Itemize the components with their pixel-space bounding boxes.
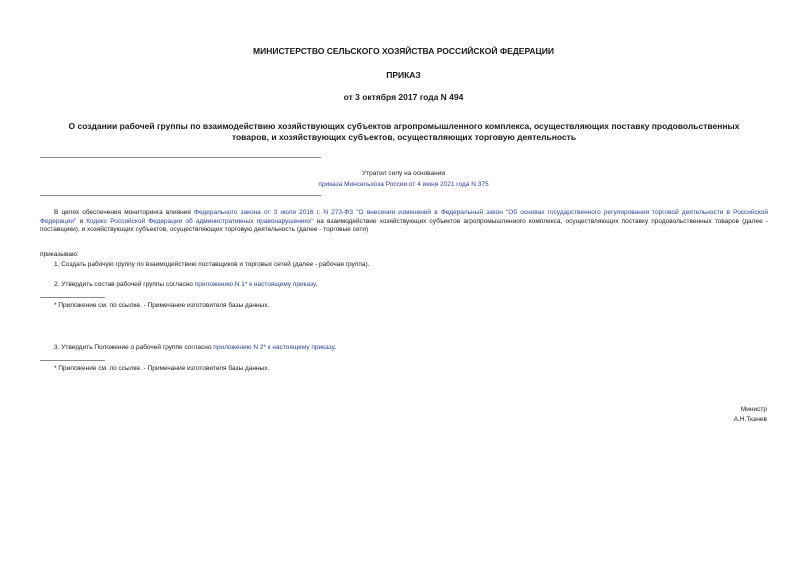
footnote-divider-2 (40, 360, 105, 361)
divider-top (40, 157, 321, 158)
document-type: ПРИКАЗ (386, 70, 421, 80)
document-title-line-1: О создании рабочей группы по взаимодействию хозяйствующих субъектов агропромышленного комплекса, осуществляющих поставку продовольственных (68, 121, 740, 131)
item-3-end: . (334, 344, 337, 351)
item-2-text: 2. Утвердить состав рабочей группы согласно (54, 281, 195, 288)
signature-position: Министр (740, 406, 767, 413)
appendix-2-link[interactable]: приложению N 2* к настоящему приказу (213, 344, 335, 351)
item-2-end: . (315, 281, 318, 288)
preamble-text-1: В целях обеспечения мониторинга влияния (54, 209, 195, 216)
item-1: 1. Создать рабочую группу по взаимодействию поставщиков и торговых сетей (далее - рабочая группа). (54, 261, 370, 268)
ministry-heading: МИНИСТЕРСТВО СЕЛЬСКОГО ХОЗЯЙСТВА РОССИЙСКОЙ ФЕДЕРАЦИИ (253, 46, 554, 56)
signature-block (734, 405, 767, 425)
preamble-text-2: и (76, 217, 87, 225)
item-2 (54, 281, 317, 290)
document-title-line-2: товаров, и хозяйствующих субъектов, осуществляющих торговую деятельность (231, 132, 577, 142)
item-3-text: 3. Утвердить Положение о рабочей группе согласно (54, 344, 214, 351)
status-link[interactable]: приказа Минсельхоза России от 4 июня 2021 года N 375 (318, 180, 489, 188)
status-text: Утратил силу на основании (361, 170, 446, 177)
admin-code-link[interactable]: Кодекс Российской Федерации об административных правонарушениях" (86, 217, 314, 225)
footnote-divider-1 (40, 297, 105, 298)
preamble-paragraph (40, 209, 768, 235)
signature-name: А.Н.Ткачев (733, 416, 767, 423)
preamble-text-3: на взаимодействие хозяйствующих субъектов агропромышленного комплекса, осуществляющих поставку продовольственных товаров (далее - поставщики), и хозяйствующих субъектов, осуществляющих торговую деятельность (далее - торговые сети) (40, 217, 768, 234)
federal-law-link[interactable]: Федерального закона от 3 июля 2016 г. N 273-ФЗ "О внесении изменений в Федеральный закон "Об основах государственного регулирования торговой деятельности в Российской Федерации" (40, 209, 768, 225)
item-3 (54, 344, 336, 353)
footnote-1: * Приложение см. по ссылке. - Примечание изготовителя базы данных. (54, 302, 270, 309)
document-title (40, 121, 768, 143)
footnote-2: * Приложение см. по ссылке. - Примечание изготовителя базы данных. (54, 365, 270, 372)
appendix-1-link[interactable]: приложению N 1* к настоящему приказу (194, 281, 316, 288)
order-word: приказываю: (40, 251, 79, 258)
status-note (0, 170, 807, 189)
divider-bottom (40, 195, 321, 196)
document-date-number: от 3 октября 2017 года N 494 (343, 92, 464, 102)
